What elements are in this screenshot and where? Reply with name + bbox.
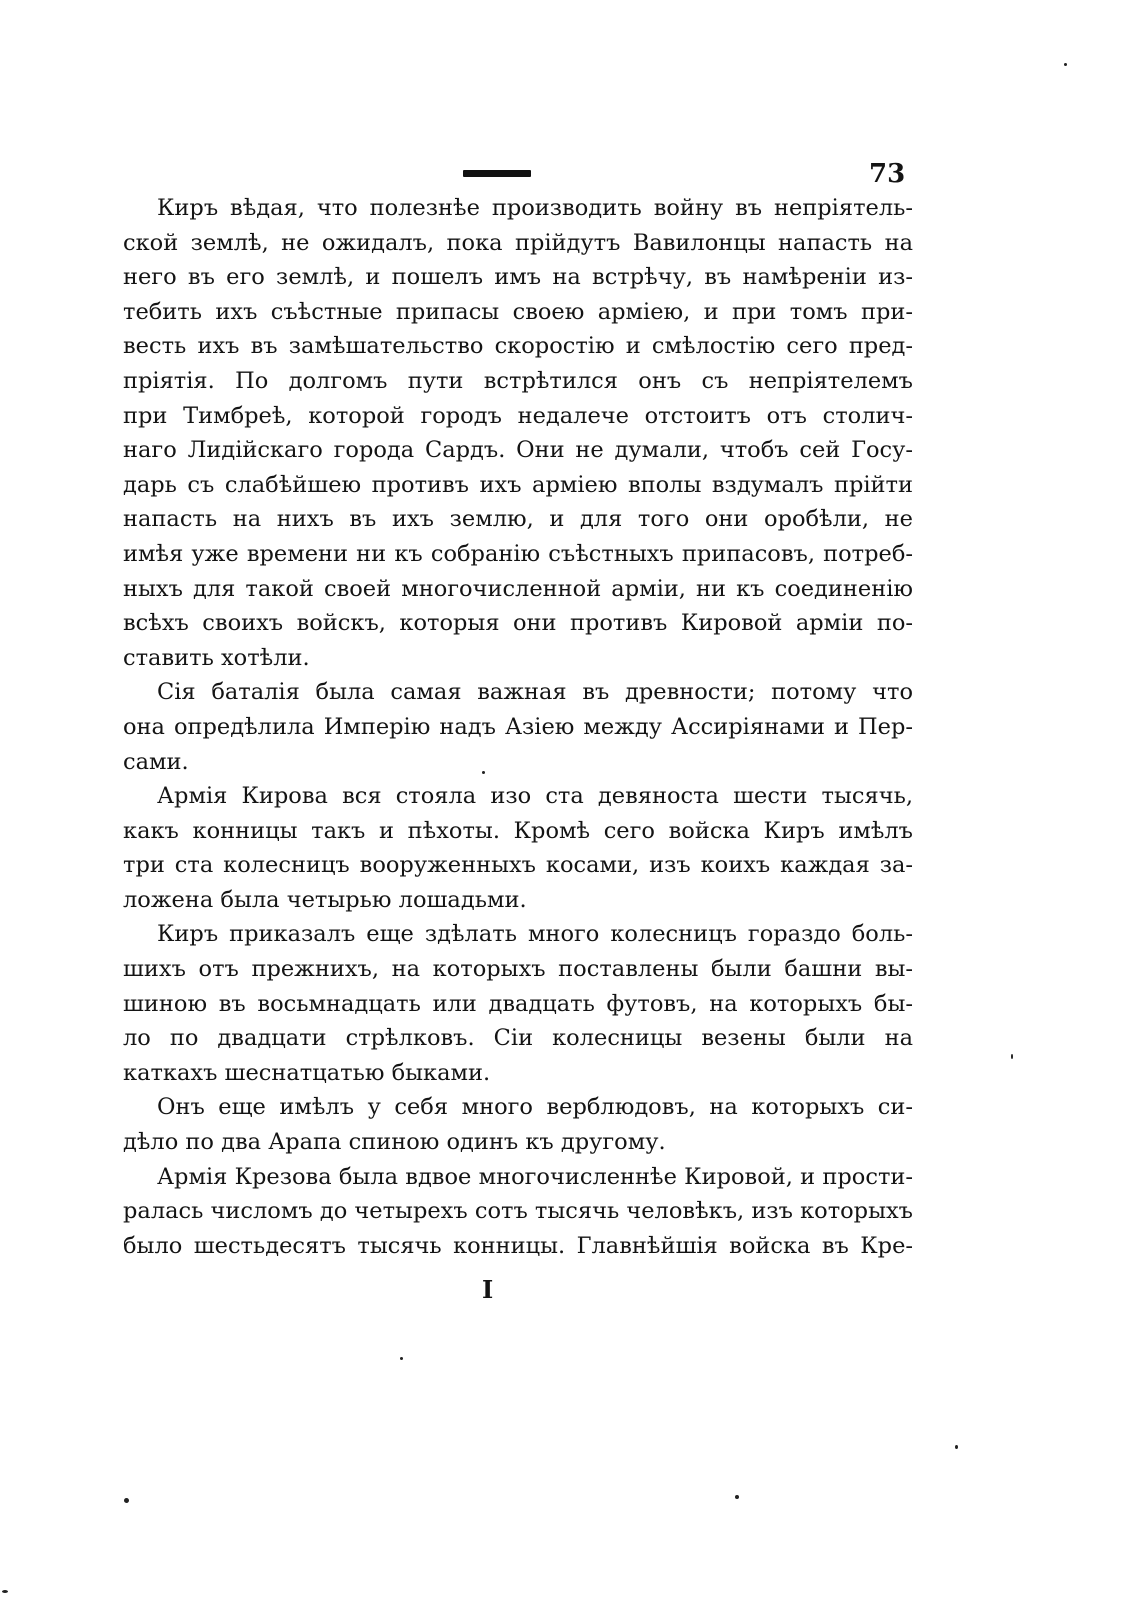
text-line: при Тимбреѣ, которой городъ недалече отстоитъ отъ столич- (123, 402, 913, 429)
text-line: имѣя уже времени ни къ собранію съѣстныхъ припасовъ, потреб- (123, 540, 913, 567)
scan-speck (124, 1498, 129, 1503)
text-line: какъ конницы такъ и пѣхоты. Кромѣ сего войска Киръ имѣлъ (123, 817, 913, 844)
text-line: шихъ отъ прежнихъ, на которыхъ поставлены были башни вы- (123, 956, 913, 983)
text-line: ложена была четырью лошадьми. (123, 886, 527, 913)
text-line: ралась числомъ до четырехъ сотъ тысячь человѣкъ, изъ которыхъ (123, 1198, 913, 1225)
text-line: него въ его землѣ, и пошелъ имъ на встрѣчу, въ намѣреніи из- (123, 264, 913, 291)
text-line: ставить хотѣли. (123, 644, 310, 671)
scan-speck (735, 1495, 739, 1499)
page-number: 73 (869, 159, 906, 189)
text-line: Сія баталія была самая важная въ древности; потому что (157, 679, 913, 706)
header-ornament-rule (463, 170, 531, 177)
text-line: Онъ еще имѣлъ у себя много верблюдовъ, на которыхъ си- (157, 1094, 913, 1121)
text-line: Армія Кирова вся стояла изо ста девяноста шести тысячь, (157, 783, 913, 810)
text-line: Киръ приказалъ еще здѣлать много колесницъ гораздо боль- (157, 921, 913, 948)
text-line: наго Лидійскаго города Сардъ. Они не думали, чтобъ сей Госу- (123, 437, 913, 464)
text-line: ло по двадцати стрѣлковъ. Сіи колесницы везены были на (123, 1025, 913, 1052)
text-line: Армія Крезова была вдвое многочисленнѣе Кировой, и прости- (157, 1163, 913, 1190)
text-line: каткахъ шеснатцатью быками. (123, 1059, 491, 1086)
page-header (0, 160, 1139, 190)
text-line: весть ихъ въ замѣшательство скоростію и смѣлостію сего пред- (123, 333, 913, 360)
text-line: шиною въ восьмнадцать или двадцать футовъ, на которыхъ бы- (123, 990, 913, 1017)
scan-speck (482, 771, 485, 774)
text-line: сами. (123, 748, 189, 775)
printer-signature-mark: I (482, 1275, 494, 1304)
text-line: ныхъ для такой своей многочисленной арміи, ни къ соединенію (123, 575, 913, 602)
scan-speck (2, 1590, 8, 1593)
text-line: она опредѣлила Имперію надъ Азіею между Ассиріянами и Пер- (123, 713, 913, 740)
scan-speck (955, 1445, 958, 1449)
scan-speck (1011, 1054, 1013, 1059)
text-line: дарь съ слабѣйшею противъ ихъ арміею вполы вздумалъ прійти (123, 471, 913, 498)
scan-speck (1064, 63, 1067, 66)
text-line: всѣхъ своихъ войскъ, которыя они противъ Кировой арміи по- (123, 610, 913, 637)
text-line: ской землѣ, не ожидалъ, пока прійдутъ Вавилонцы напасть на (123, 229, 913, 256)
text-line: пріятія. По долгомъ пути встрѣтился онъ съ непріятелемъ (123, 367, 913, 394)
body-text (123, 191, 913, 1263)
text-line: было шестьдесятъ тысячь конницы. Главнѣйшія войска въ Кре- (123, 1232, 913, 1259)
text-line: дѣло по два Арапа спиною одинъ къ другому. (123, 1129, 666, 1156)
text-line: Киръ вѣдая, что полезнѣе производить войну въ непріятель- (157, 195, 913, 221)
scan-speck (400, 1357, 403, 1360)
text-line: тебить ихъ съѣстные припасы своею арміею, и при томъ при- (123, 298, 913, 325)
text-line: три ста колесницъ вооруженныхъ косами, изъ коихъ каждая за- (123, 852, 913, 879)
text-line: напасть на нихъ въ ихъ землю, и для того они оробѣли, не (123, 506, 913, 533)
